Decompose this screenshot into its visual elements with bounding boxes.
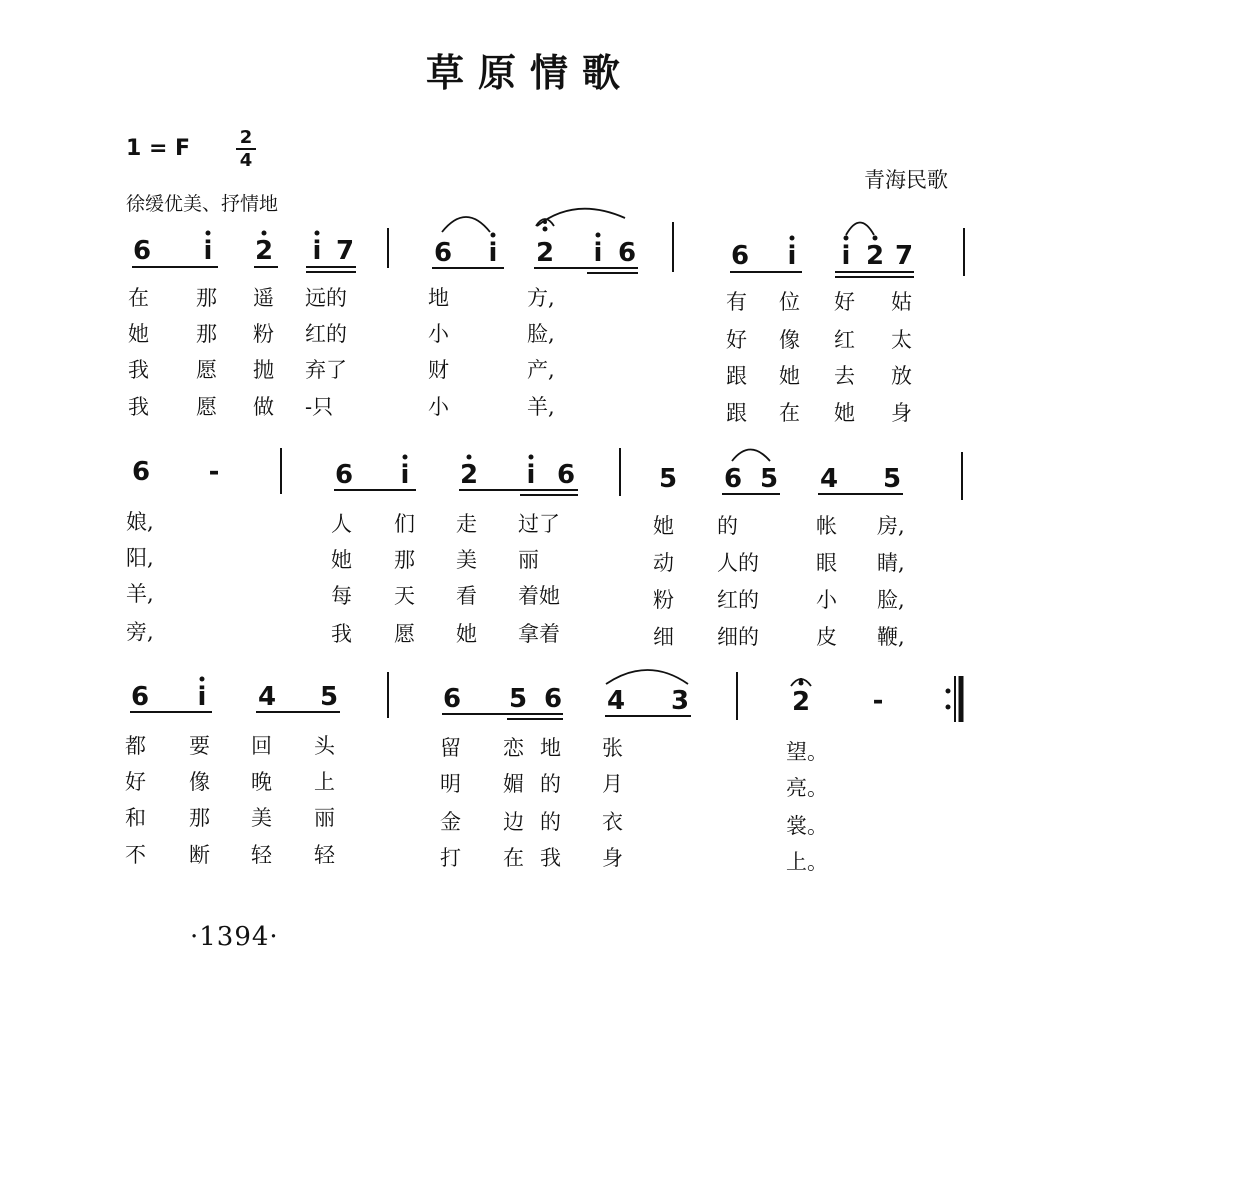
lyric: 地 (540, 736, 561, 760)
note: 2 (459, 460, 479, 490)
lyric: 月 (602, 772, 623, 796)
lyric: 脸, (527, 322, 555, 346)
lyric: 做 (253, 395, 274, 419)
lyric: 亮。 (786, 776, 828, 800)
lyric: 美 (456, 548, 477, 572)
lyric: 她 (456, 622, 477, 646)
lyric: 地 (428, 286, 449, 310)
high-octave-dot (206, 231, 211, 236)
lyric: 羊, (527, 395, 555, 419)
lyric: 羊, (126, 582, 154, 606)
lyric: 跟 (726, 401, 747, 425)
lyric: 她 (128, 322, 149, 346)
note: i (312, 236, 322, 266)
lyric: 断 (189, 843, 210, 867)
lyric: 人 (331, 512, 352, 536)
page-number: ·1394· (190, 922, 279, 952)
note: 4 (819, 464, 839, 494)
lyric: 像 (189, 770, 210, 794)
lyric: 皮 (816, 625, 837, 649)
lyric: 望。 (786, 740, 828, 764)
lyric: 我 (331, 622, 352, 646)
lyric: 愿 (196, 395, 217, 419)
slur (606, 670, 688, 684)
lyric: 产, (527, 358, 555, 382)
lyric: 好 (726, 328, 747, 352)
lyric: 愿 (394, 622, 415, 646)
note: i (841, 241, 851, 271)
lyric: 头 (314, 734, 335, 758)
lyric: 旁, (126, 620, 154, 644)
lyric: 她 (834, 401, 855, 425)
lyric: 那 (394, 548, 415, 572)
lyric: 身 (891, 401, 912, 425)
lyric: 留 (440, 736, 461, 760)
note: - (208, 457, 220, 487)
lyric: 的 (540, 772, 561, 796)
note: 6 (130, 682, 150, 712)
note: 7 (894, 241, 914, 271)
lyric: 眼 (816, 551, 837, 575)
repeat-dot (946, 705, 951, 710)
note: 4 (606, 686, 626, 716)
lyric: 身 (602, 846, 623, 870)
lyric: 那 (196, 286, 217, 310)
lyric: 回 (251, 734, 272, 758)
lyric: 看 (456, 584, 477, 608)
lyric: 姑 (891, 290, 912, 314)
note: i (593, 238, 603, 268)
lyric: 她 (779, 364, 800, 388)
lyric: 动 (653, 551, 674, 575)
lyric: 愿 (196, 358, 217, 382)
high-octave-dot (790, 236, 795, 241)
lyric: 媚 (503, 772, 524, 796)
lyric: 像 (779, 328, 800, 352)
lyric: 走 (456, 512, 477, 536)
tempo-marking: 徐缓优美、抒情地 (126, 193, 279, 215)
high-octave-dot (467, 455, 472, 460)
note: 6 (543, 684, 563, 714)
note: 6 (723, 464, 743, 494)
note: 6 (334, 460, 354, 490)
slur (442, 217, 490, 232)
lyric: 好 (125, 770, 146, 794)
note: i (787, 241, 797, 271)
bar-lines (281, 222, 964, 722)
key-signature: 1 = F (126, 136, 191, 161)
lyric: -只 (305, 395, 334, 419)
lyric: 打 (440, 846, 461, 870)
high-octave-dot (543, 227, 548, 232)
note: 6 (132, 236, 152, 266)
lyric: 裳。 (786, 814, 828, 838)
high-octave-dot (596, 233, 601, 238)
lyric: 财 (428, 358, 449, 382)
lyric: 红的 (717, 588, 759, 612)
lyric: 上 (314, 770, 335, 794)
note: 6 (433, 238, 453, 268)
time-signature-top: 2 (239, 127, 253, 148)
note: 5 (508, 684, 528, 714)
lyric: 粉 (253, 322, 274, 346)
lyric: 每 (331, 584, 352, 608)
slur (537, 209, 625, 226)
lyric: 阳, (126, 546, 154, 570)
high-octave-dot (873, 236, 878, 241)
lyric: 远的 (305, 286, 347, 310)
lyric: 不 (125, 843, 146, 867)
lyric: 轻 (251, 843, 272, 867)
note: 5 (319, 682, 339, 712)
lyric: 跟 (726, 364, 747, 388)
note: 5 (759, 464, 779, 494)
lyric: 张 (602, 736, 623, 760)
lyric: 拿着 (518, 622, 560, 646)
note: i (203, 236, 213, 266)
lyric: 好 (834, 290, 855, 314)
lyric: 细的 (717, 625, 759, 649)
high-octave-dot (262, 231, 267, 236)
time-signature-bottom: 4 (239, 150, 253, 171)
lyric: 们 (394, 512, 415, 536)
lyric: 天 (394, 584, 415, 608)
lyric: 我 (540, 846, 561, 870)
lyric: 抛 (253, 358, 274, 382)
note: - (872, 686, 884, 716)
lyric: 红 (834, 328, 855, 352)
lyric: 恋 (503, 736, 524, 760)
lyric: 晚 (251, 770, 272, 794)
lyric: 上。 (786, 850, 828, 874)
lyric: 鞭, (877, 625, 905, 649)
lyric: 丽 (314, 806, 335, 830)
lyric: 娘, (126, 510, 154, 534)
lyric: 我 (128, 358, 149, 382)
high-octave-dot (403, 455, 408, 460)
note: i (197, 682, 207, 712)
lyric: 金 (440, 810, 461, 834)
octave-dots (200, 220, 951, 710)
lyric: 帐 (816, 514, 837, 538)
high-octave-dot (315, 231, 320, 236)
lyric: 粉 (653, 588, 674, 612)
note: 4 (257, 682, 277, 712)
note: 6 (442, 684, 462, 714)
lyric: 在 (503, 846, 524, 870)
lyric: 小 (428, 322, 449, 346)
high-octave-dot (200, 677, 205, 682)
note: 5 (882, 464, 902, 494)
lyric: 方, (527, 286, 555, 310)
lyric: 细 (653, 625, 674, 649)
lyric: 放 (891, 364, 912, 388)
lyric: 弃了 (305, 358, 347, 382)
lyric: 过了 (518, 512, 560, 536)
lyric: 的 (717, 514, 738, 538)
lyric: 我 (128, 395, 149, 419)
lyric: 位 (779, 290, 800, 314)
note: 2 (791, 687, 811, 717)
note: 3 (670, 686, 690, 716)
lyric: 美 (251, 806, 272, 830)
slur (846, 223, 874, 236)
note: 5 (658, 464, 678, 494)
lyric: 那 (189, 806, 210, 830)
lyric: 的 (540, 810, 561, 834)
lyric: 边 (503, 810, 524, 834)
note: 6 (131, 457, 151, 487)
lyric: 小 (428, 395, 449, 419)
note: 6 (730, 241, 750, 271)
high-octave-dot (491, 233, 496, 238)
lyric: 睛, (877, 551, 905, 575)
lyric: 她 (331, 548, 352, 572)
lyric: 小 (816, 588, 837, 612)
lyric: 要 (189, 734, 210, 758)
note: i (488, 238, 498, 268)
lyric: 脸, (877, 588, 905, 612)
high-octave-dot (844, 236, 849, 241)
note: 2 (865, 241, 885, 271)
lyric: 房, (877, 514, 905, 538)
note: 6 (617, 238, 637, 268)
beams (130, 267, 914, 719)
note: 7 (335, 236, 355, 266)
lyric: 有 (726, 290, 747, 314)
slurs (442, 209, 874, 686)
lyric: 红的 (305, 322, 347, 346)
lyric: 在 (128, 286, 149, 310)
lyric: 去 (834, 364, 855, 388)
lyric: 在 (779, 401, 800, 425)
lyric: 都 (125, 734, 146, 758)
lyric: 她 (653, 514, 674, 538)
note: i (400, 460, 410, 490)
song-title: 草原情歌 (425, 50, 634, 95)
lyric: 那 (196, 322, 217, 346)
lyric: 太 (891, 328, 912, 352)
repeat-dot (946, 689, 951, 694)
note: 6 (556, 460, 576, 490)
lyric: 着她 (518, 584, 560, 608)
lyric: 明 (440, 772, 461, 796)
lyric: 人的 (717, 551, 759, 575)
lyric: 丽 (518, 548, 539, 572)
song-origin: 青海民歌 (864, 168, 948, 192)
high-octave-dot (529, 455, 534, 460)
note: 2 (535, 238, 555, 268)
lyric: 遥 (253, 286, 274, 310)
note: 2 (254, 236, 274, 266)
note: i (526, 460, 536, 490)
lyric: 衣 (602, 810, 623, 834)
lyric: 轻 (314, 843, 335, 867)
lyric: 和 (125, 806, 146, 830)
slur (732, 450, 770, 462)
